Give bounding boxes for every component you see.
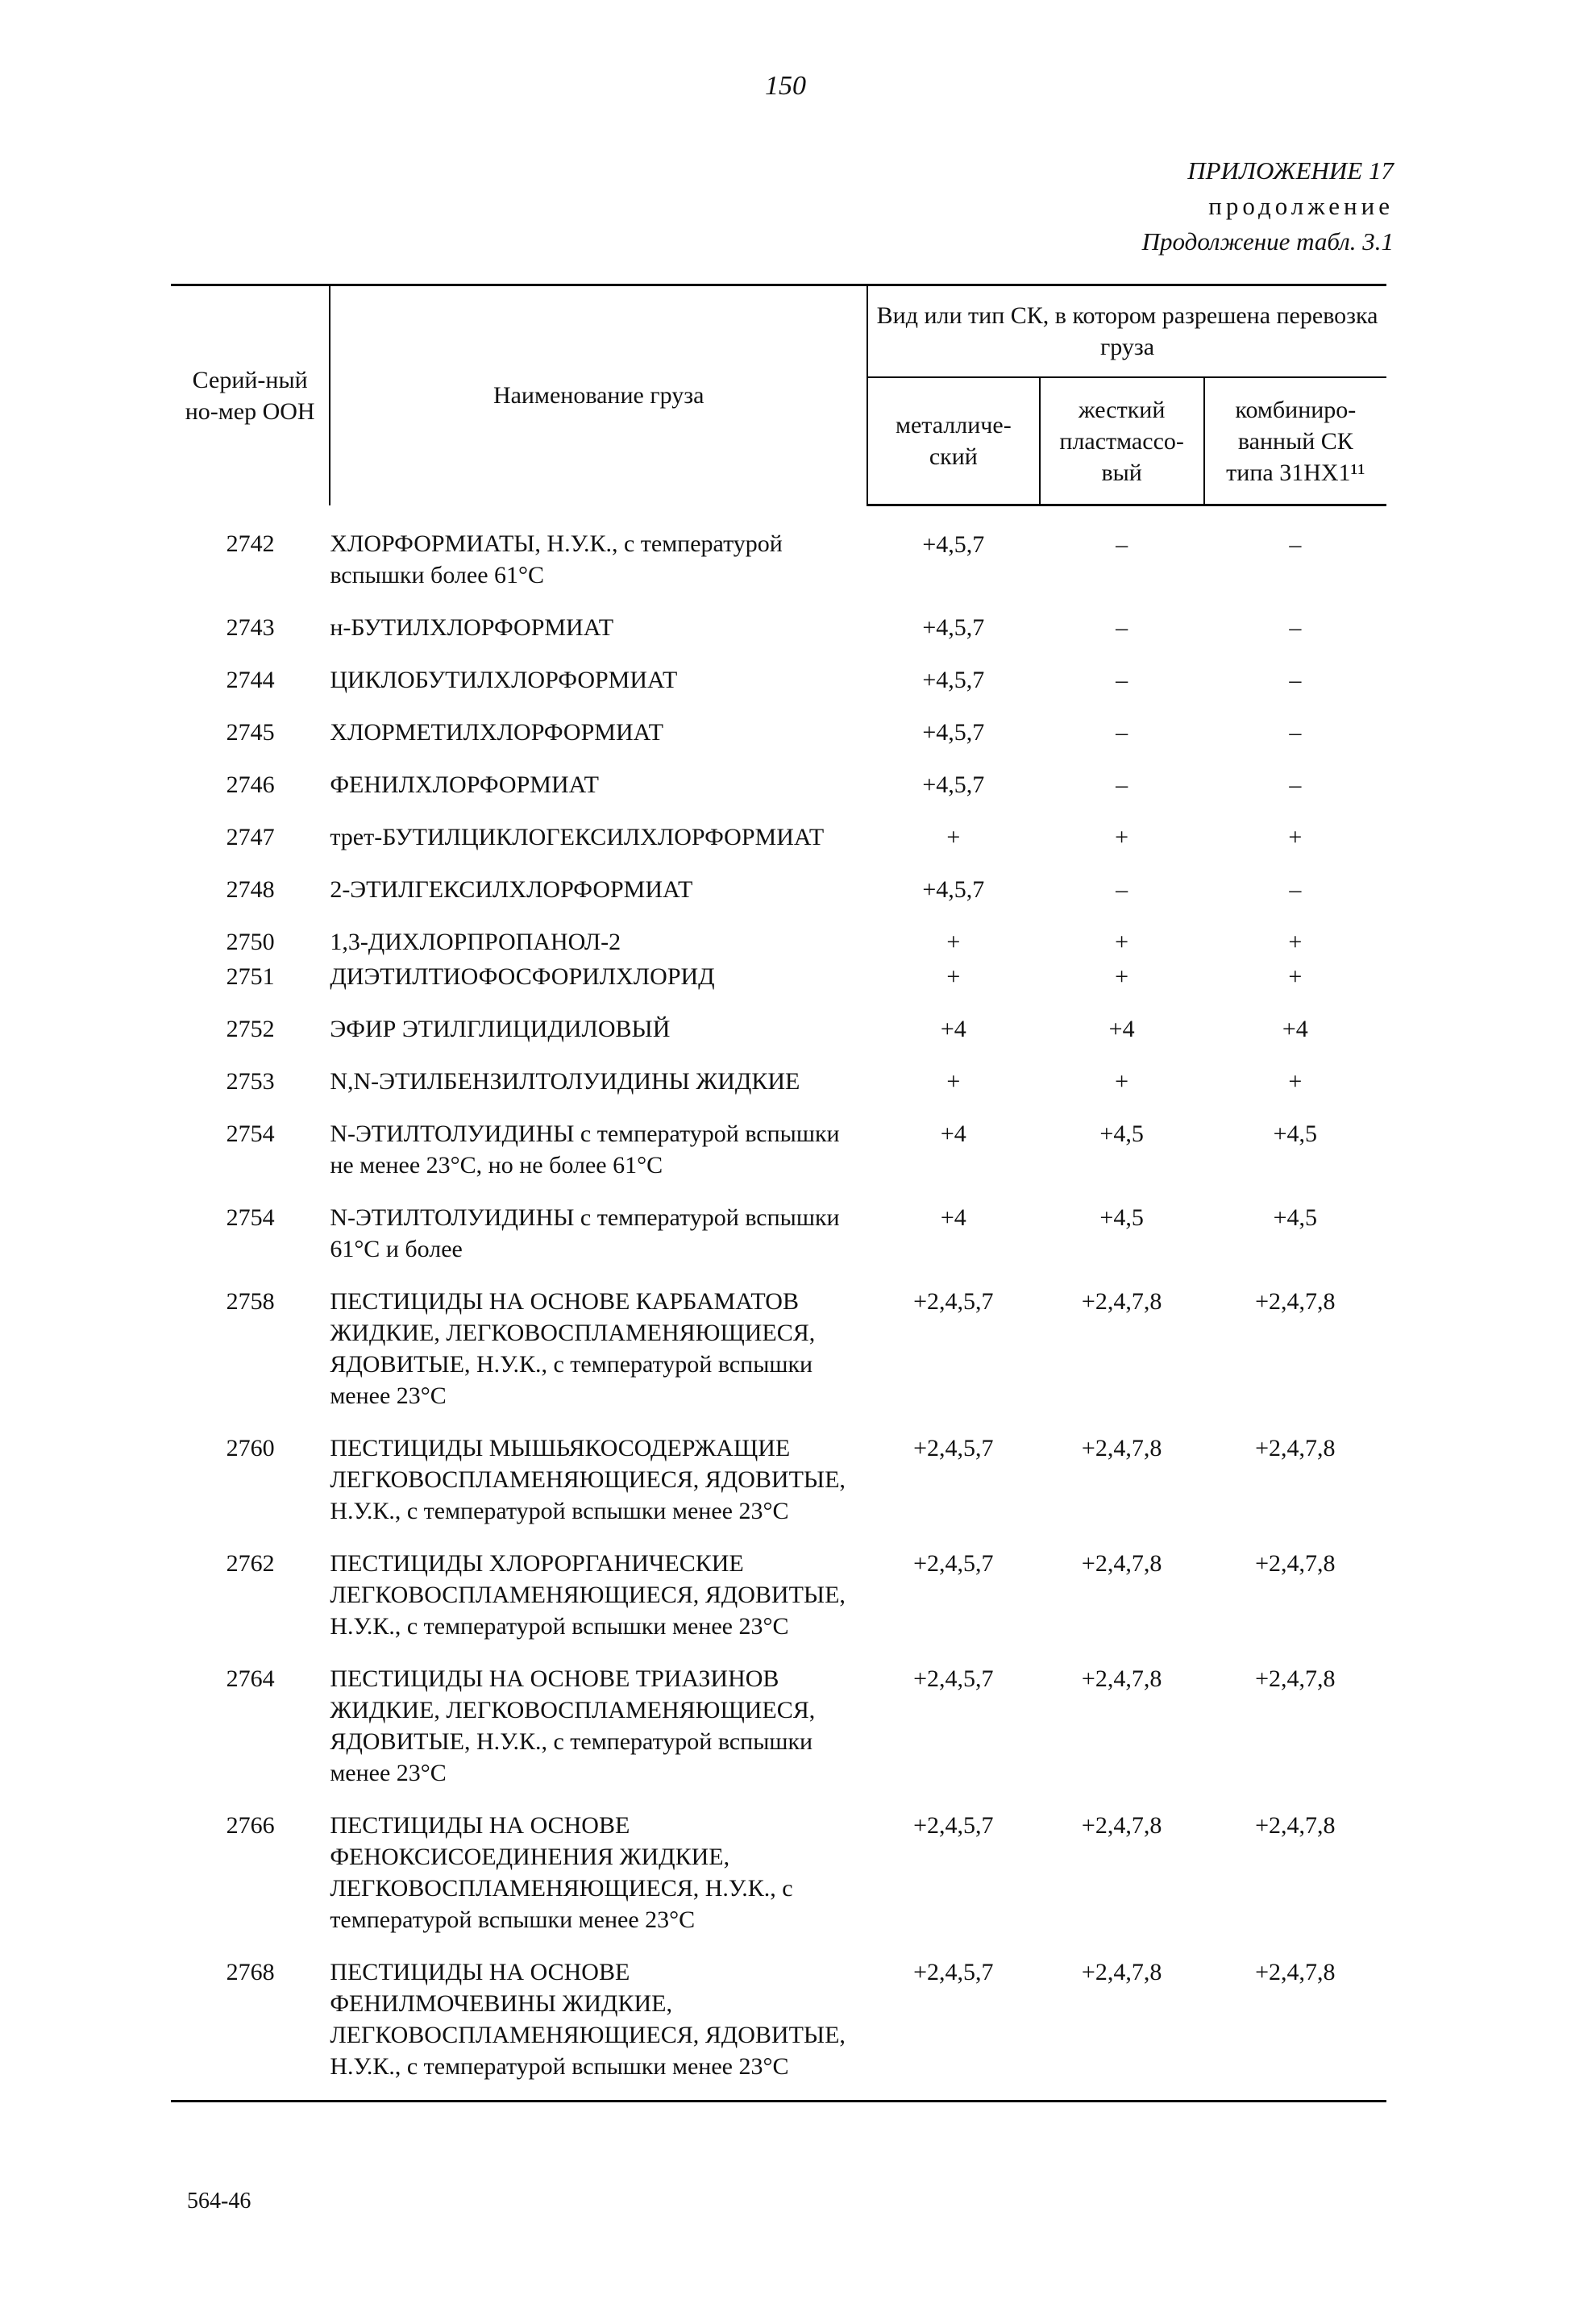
cargo-name-cell: ФЕНИЛХЛОРФОРМИАТ bbox=[330, 771, 599, 798]
combined-container-cell: – bbox=[1289, 531, 1302, 558]
cargo-name-cell: трет-БУТИЛЦИКЛОГЕКСИЛХЛОРФОРМИАТ bbox=[330, 823, 825, 850]
plastic-container-cell: – bbox=[1116, 718, 1128, 746]
combined-container-cell: + bbox=[1288, 1067, 1303, 1095]
cargo-name-cell: N-ЭТИЛТОЛУИДИНЫ с температурой вспышки 61°С и более bbox=[330, 1204, 840, 1262]
metal-container-cell: +2,4,5,7 bbox=[867, 1956, 1040, 2102]
metal-container-cell: +2,4,5,7 bbox=[913, 1287, 994, 1315]
combined-container-cell: + bbox=[1288, 962, 1303, 990]
combined-container-cell: +2,4,7,8 bbox=[1255, 1287, 1336, 1315]
metal-container-cell: + bbox=[946, 823, 961, 850]
cargo-name-cell: ХЛОРМЕТИЛХЛОРФОРМИАТ bbox=[330, 718, 663, 746]
plastic-container-cell: +2,4,7,8 bbox=[1040, 1956, 1204, 2102]
page-number: 150 bbox=[765, 71, 806, 101]
plastic-container-cell: +2,4,7,8 bbox=[1081, 1434, 1162, 1461]
combined-container-cell: +2,4,7,8 bbox=[1255, 1665, 1336, 1692]
header-plastic: жесткий пластмассо-вый bbox=[1040, 377, 1204, 505]
table-row bbox=[171, 874, 1386, 926]
serial-number-cell: 2753 bbox=[226, 1067, 275, 1095]
table-row bbox=[171, 717, 1386, 769]
serial-number-cell: 2750 bbox=[226, 928, 275, 955]
serial-number-cell: 2745 bbox=[226, 718, 275, 746]
table-row bbox=[171, 1013, 1386, 1066]
plastic-container-cell: – bbox=[1116, 531, 1128, 558]
metal-container-cell: +4,5,7 bbox=[922, 875, 985, 903]
plastic-container-cell: +2,4,7,8 bbox=[1081, 1549, 1162, 1577]
combined-container-cell: + bbox=[1288, 823, 1303, 850]
metal-container-cell: +2,4,5,7 bbox=[913, 1549, 994, 1577]
table-row bbox=[171, 664, 1386, 717]
serial-number-cell: 2758 bbox=[226, 1287, 275, 1315]
plastic-container-cell: – bbox=[1116, 875, 1128, 903]
serial-number-cell: 2747 bbox=[226, 823, 275, 850]
serial-number-cell: 2768 bbox=[171, 1956, 330, 2102]
cargo-name-cell: ПЕСТИЦИДЫ НА ОСНОВЕ ТРИАЗИНОВ ЖИДКИЕ, ЛЕГКОВОСПЛАМЕНЯЮЩИЕСЯ, ЯДОВИТЫЕ, Н.У.К., с температурой вспышки менее 23°С bbox=[330, 1665, 816, 1786]
plastic-container-cell: + bbox=[1115, 962, 1129, 990]
header-container-type: Вид или тип СК, в котором разрешена перевозка груза bbox=[867, 285, 1386, 378]
metal-container-cell: +4 bbox=[940, 1120, 966, 1147]
appendix-header bbox=[1142, 153, 1394, 260]
plastic-container-cell: – bbox=[1116, 613, 1128, 641]
metal-container-cell: +4,5,7 bbox=[922, 771, 985, 798]
serial-number-cell: 2743 bbox=[226, 613, 275, 641]
serial-number-cell: 2760 bbox=[226, 1434, 275, 1461]
serial-number-cell: 2754 bbox=[226, 1120, 275, 1147]
metal-container-cell: +2,4,5,7 bbox=[913, 1434, 994, 1461]
metal-container-cell: +4 bbox=[940, 1204, 966, 1231]
metal-container-cell: +4 bbox=[940, 1015, 966, 1042]
metal-container-cell: +2,4,5,7 bbox=[913, 1811, 994, 1839]
table-row bbox=[171, 769, 1386, 821]
table-row bbox=[171, 821, 1386, 874]
plastic-container-cell: +4,5 bbox=[1099, 1120, 1144, 1147]
continuation-label: продолжение bbox=[1208, 192, 1394, 220]
table-row bbox=[171, 1956, 1386, 2102]
cargo-table bbox=[171, 284, 1386, 2102]
cargo-name-cell: ХЛОРФОРМИАТЫ, Н.У.К., с температурой вспышки более 61°С bbox=[330, 530, 783, 588]
serial-number-cell: 2751 bbox=[226, 962, 275, 990]
appendix-title: ПРИЛОЖЕНИЕ 17 bbox=[1187, 156, 1394, 185]
header-name: Наименование груза bbox=[330, 285, 867, 505]
serial-number-cell: 2744 bbox=[226, 666, 275, 693]
table-row bbox=[171, 1202, 1386, 1286]
plastic-container-cell: +2,4,7,8 bbox=[1081, 1811, 1162, 1839]
combined-container-cell: +2,4,7,8 bbox=[1255, 1811, 1336, 1839]
metal-container-cell: + bbox=[946, 962, 961, 990]
footer-code: 564-46 bbox=[187, 2189, 251, 2214]
serial-number-cell: 2742 bbox=[226, 530, 275, 557]
combined-container-cell: +2,4,7,8 bbox=[1255, 1434, 1336, 1461]
cargo-name-cell: ДИЭТИЛТИОФОСФОРИЛХЛОРИД bbox=[330, 962, 715, 990]
combined-container-cell: – bbox=[1289, 718, 1302, 746]
plastic-container-cell: + bbox=[1115, 928, 1129, 955]
table-row bbox=[171, 926, 1386, 961]
combined-container-cell: +2,4,7,8 bbox=[1204, 1956, 1386, 2102]
table-row bbox=[171, 612, 1386, 664]
metal-container-cell: +2,4,5,7 bbox=[913, 1665, 994, 1692]
table-continuation-label: Продолжение табл. 3.1 bbox=[1141, 227, 1394, 256]
table-row bbox=[171, 1118, 1386, 1202]
serial-number-cell: 2746 bbox=[226, 771, 275, 798]
table-row bbox=[171, 1286, 1386, 1432]
serial-number-cell: 2754 bbox=[226, 1204, 275, 1231]
cargo-name-cell: ПЕСТИЦИДЫ НА ОСНОВЕ КАРБАМАТОВ ЖИДКИЕ, ЛЕГКОВОСПЛАМЕНЯЮЩИЕСЯ, ЯДОВИТЫЕ, Н.У.К., с температурой вспышки менее 23°С bbox=[330, 1287, 816, 1409]
table-row bbox=[171, 1432, 1386, 1548]
cargo-name-cell: ЦИКЛОБУТИЛХЛОРФОРМИАТ bbox=[330, 666, 678, 693]
cargo-name-cell: 1,3-ДИХЛОРПРОПАНОЛ-2 bbox=[330, 928, 621, 955]
header-metal: металличе-ский bbox=[867, 377, 1040, 505]
header-serial: Серий-ный но-мер ООН bbox=[171, 285, 330, 505]
cargo-name-cell: ПЕСТИЦИДЫ НА ОСНОВЕ ФЕНОКСИСОЕДИНЕНИЯ ЖИДКИЕ, ЛЕГКОВОСПЛАМЕНЯЮЩИЕСЯ, Н.У.К., с температурой вспышки менее 23°С bbox=[330, 1811, 793, 1933]
combined-container-cell: – bbox=[1289, 875, 1302, 903]
metal-container-cell: +4,5,7 bbox=[922, 666, 985, 693]
table-row bbox=[171, 1663, 1386, 1810]
table-body bbox=[171, 505, 1386, 2102]
header-combined: комбиниро-ванный СК типа 31НХ1¹¹ bbox=[1204, 377, 1386, 505]
combined-container-cell: – bbox=[1289, 666, 1302, 693]
combined-container-cell: +4,5 bbox=[1273, 1204, 1318, 1231]
table-row bbox=[171, 1548, 1386, 1663]
combined-container-cell: +4 bbox=[1282, 1015, 1308, 1042]
plastic-container-cell: – bbox=[1116, 666, 1128, 693]
cargo-name-cell: 2-ЭТИЛГЕКСИЛХЛОРФОРМИАТ bbox=[330, 875, 693, 903]
serial-number-cell: 2752 bbox=[226, 1015, 275, 1042]
table-row bbox=[171, 1066, 1386, 1118]
table-row bbox=[171, 1810, 1386, 1956]
cargo-name-cell: ПЕСТИЦИДЫ НА ОСНОВЕ ФЕНИЛМОЧЕВИНЫ ЖИДКИЕ, ЛЕГКОВОСПЛАМЕНЯЮЩИЕСЯ, ЯДОВИТЫЕ, Н.У.К., с температурой вспышки менее 23°С bbox=[330, 1956, 867, 2102]
metal-container-cell: + bbox=[946, 928, 961, 955]
cargo-name-cell: ПЕСТИЦИДЫ ХЛОРОРГАНИЧЕСКИЕ ЛЕГКОВОСПЛАМЕНЯЮЩИЕСЯ, ЯДОВИТЫЕ, Н.У.К., с температурой вспышки менее 23°С bbox=[330, 1549, 846, 1640]
metal-container-cell: +4,5,7 bbox=[922, 718, 985, 746]
plastic-container-cell: +4,5 bbox=[1099, 1204, 1144, 1231]
metal-container-cell: + bbox=[946, 1067, 961, 1095]
plastic-container-cell: +2,4,7,8 bbox=[1081, 1665, 1162, 1692]
cargo-name-cell: N,N-ЭТИЛБЕНЗИЛТОЛУИДИНЫ ЖИДКИЕ bbox=[330, 1067, 800, 1095]
combined-container-cell: + bbox=[1288, 928, 1303, 955]
plastic-container-cell: + bbox=[1115, 823, 1129, 850]
cargo-name-cell: н-БУТИЛХЛОРФОРМИАТ bbox=[330, 613, 614, 641]
cargo-name-cell: ЭФИР ЭТИЛГЛИЦИДИЛОВЫЙ bbox=[330, 1015, 671, 1042]
plastic-container-cell: + bbox=[1115, 1067, 1129, 1095]
combined-container-cell: +2,4,7,8 bbox=[1255, 1549, 1336, 1577]
table-row bbox=[171, 961, 1386, 1013]
combined-container-cell: +4,5 bbox=[1273, 1120, 1318, 1147]
cargo-name-cell: N-ЭТИЛТОЛУИДИНЫ с температурой вспышки не менее 23°С, но не более 61°С bbox=[330, 1120, 840, 1179]
serial-number-cell: 2762 bbox=[226, 1549, 275, 1577]
serial-number-cell: 2748 bbox=[226, 875, 275, 903]
plastic-container-cell: +4 bbox=[1108, 1015, 1135, 1042]
serial-number-cell: 2764 bbox=[226, 1665, 275, 1692]
metal-container-cell: +4,5,7 bbox=[922, 531, 985, 558]
combined-container-cell: – bbox=[1289, 613, 1302, 641]
plastic-container-cell: +2,4,7,8 bbox=[1081, 1287, 1162, 1315]
metal-container-cell: +4,5,7 bbox=[922, 613, 985, 641]
table-row bbox=[171, 505, 1386, 612]
serial-number-cell: 2766 bbox=[226, 1811, 275, 1839]
combined-container-cell: – bbox=[1289, 771, 1302, 798]
plastic-container-cell: – bbox=[1116, 771, 1128, 798]
cargo-name-cell: ПЕСТИЦИДЫ МЫШЬЯКОСОДЕРЖАЩИЕ ЛЕГКОВОСПЛАМЕНЯЮЩИЕСЯ, ЯДОВИТЫЕ, Н.У.К., с температурой вспышки менее 23°С bbox=[330, 1434, 846, 1524]
